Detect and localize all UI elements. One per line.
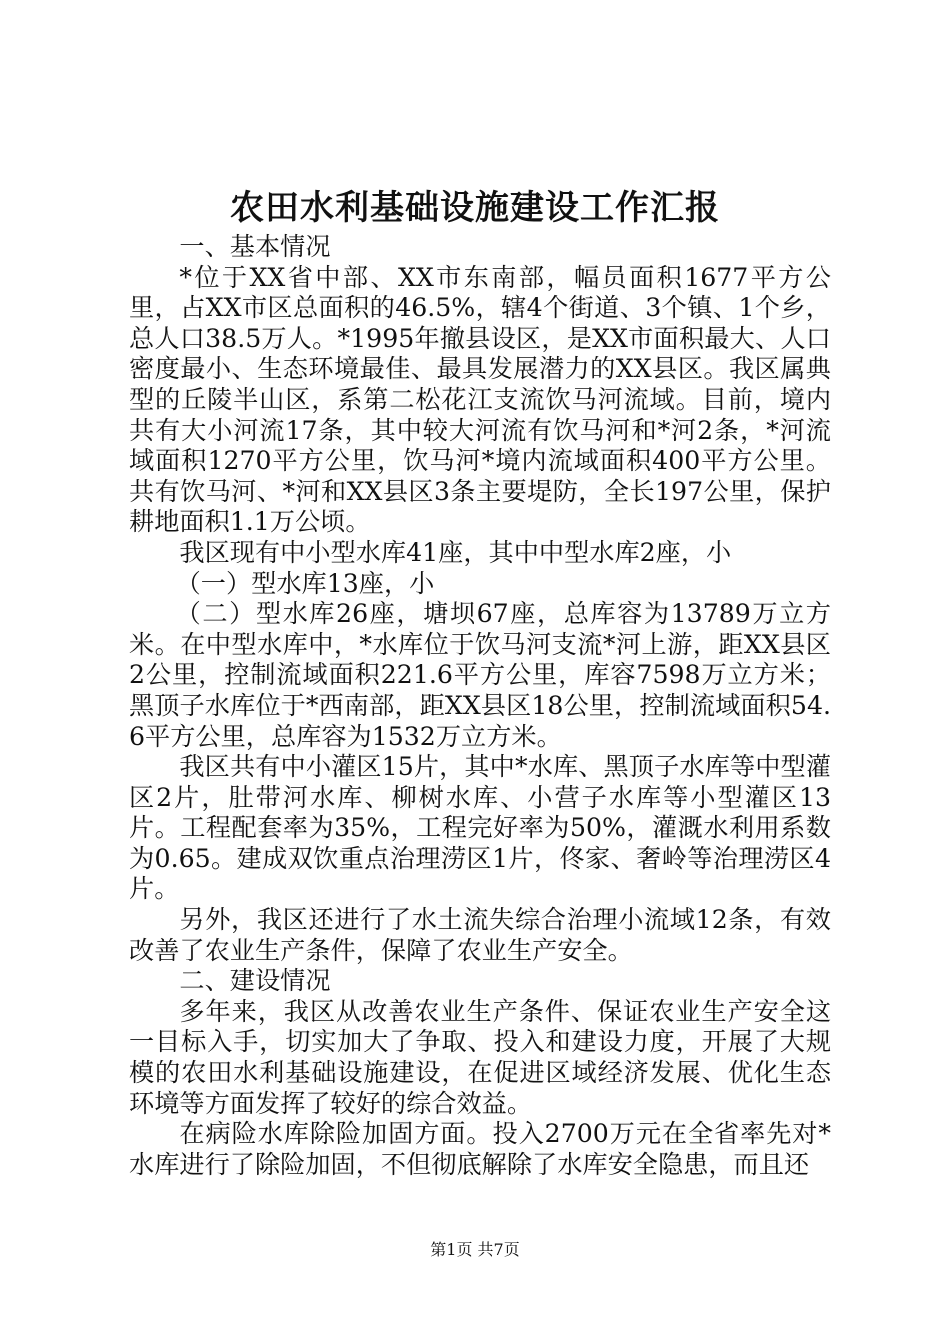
- document-title: 农田水利基础设施建设工作汇报: [230, 188, 720, 228]
- section-heading-basic: 一、基本情况: [179, 232, 331, 261]
- paragraph-reservoirs-intro: 我区现有中小型水库41座，其中中型水库2座，小: [179, 537, 732, 567]
- paragraph-reservoirs-type1: （一）型水库13座，小: [175, 568, 435, 598]
- page-footer: 第1页 共7页: [430, 1240, 520, 1259]
- paragraph-irrigation: 我区共有中小灌区15片，其中*水库、黑顶子水库等中型灌区2片，肚带河水库、柳树水库、小营子水库等小型灌区13片。工程配套率为35%，工程完好率为50%，灌溉水利用系数为0.65。建成双饮重点治理涝区1片，佟家、奢岭等治理涝区4片。: [129, 752, 831, 904]
- paragraph-construction-summary: 多年来，我区从改善农业生产条件、保证农业生产安全这一目标入手，切实加大了争取、投入和建设力度，开展了大规模的农田水利基础设施建设，在促进区域经济发展、优化生态环境等方面发挥了较好的综合效益。: [129, 996, 831, 1118]
- paragraph-soil-conservation: 另外，我区还进行了水土流失综合治理小流域12条，有效改善了农业生产条件，保障了农业生产安全。: [129, 905, 831, 965]
- section-heading-construction: 二、建设情况: [179, 966, 331, 996]
- paragraph-reservoirs-type2: （二）型水库26座，塘坝67座，总库容为13789万立方米。在中型水库中，*水库位于饮马河支流*河上游，距XX县区2公里，控制流域面积221.6平方公里，库容7598万立方米；黑顶子水库位于*西南部，距XX县区18公里，控制流域面积54.6平方公里，总库容为1532万立方米。: [129, 599, 831, 751]
- paragraph-reinforcement: 在病险水库除险加固方面。投入2700万元在全省率先对*水库进行了除险加固，不但彻底解除了水库安全隐患，而且还: [129, 1119, 831, 1179]
- document-body: [129, 232, 831, 1180]
- paragraph-overview: *位于XX省中部、XX市东南部，幅员面积1677平方公里，占XX市区总面积的46.5%，辖4个街道、3个镇、1个乡，总人口38.5万人。*1995年撤县设区，是XX市面积最大、人口密度最小、生态环境最佳、最具发展潜力的XX县区。我区属典型的丘陵半山区，系第二松花江支流饮马河流域。目前，境内共有大小河流17条，其中较大河流有饮马河和*河2条，*河流域面积1270平方公里，饮马河*境内流域面积400平方公里。共有饮马河、*河和XX县区3条主要堤防，全长197公里，保护耕地面积1.1万公顷。: [129, 262, 831, 537]
